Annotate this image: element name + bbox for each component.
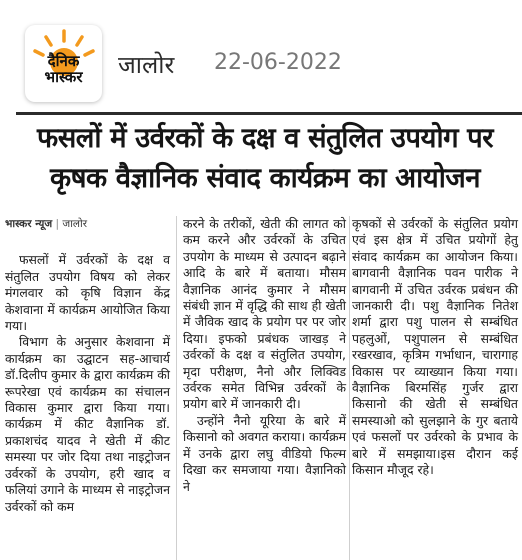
byline-agency: भास्कर न्यूज (5, 218, 53, 230)
headline-line2: कृषक वैज्ञानिक संवाद कार्यक्रम का आयोजन (50, 162, 480, 194)
column-divider (349, 216, 350, 560)
article-paragraph: उन्होंने नैनो यूरिया के बारे में किसानो को अवगत कराया। कार्यक्रम में उनके द्वारा लघु वीडियो फिल्म दिखा कर समजाया गया। वैज्ञानिको ने (183, 412, 346, 494)
publication-date: 22-06-2022 (214, 50, 342, 75)
column-divider (176, 216, 177, 560)
byline (5, 216, 170, 232)
article-paragraph: करने के तरीकों, खेती की लागत को कम करने और उर्वरकों के उचित उपयोग के माध्यम से उत्पादन बढ़ाने आदि के बारे में बताया। मौसम वैज्ञानिक आनंद कुमार ने मौसम संबंधी ज्ञान में वृद्धि की साथ ही खेती में जैविक खाद के प्रयोग पर पर जोर दिया। इफको प्रबंधक जाखड़ ने उर्वरकों के दक्ष व संतुलित उपयोग, मृदा परीक्षण, नैनो और लिक्विड उर्वरक समेत विभिन्न उर्वरकों के प्रयोग बारे में जानकारी दी। (183, 216, 346, 412)
byline-place: जालोर (62, 218, 88, 230)
article-paragraph: फसलों में उर्वरकों के दक्ष व संतुलित उपयोग विषय को लेकर मंगलवार को कृषि विज्ञान केंद्र केशवाना में कार्यक्रम आयोजित किया गया। (5, 252, 170, 334)
header (0, 0, 522, 112)
article-column-1 (5, 216, 170, 515)
header-divider (16, 112, 522, 115)
logo-wordmark (25, 53, 102, 85)
city-name: जालोर (118, 51, 175, 79)
headline-line1: फसलों में उर्वरकों के दक्ष व संतुलित उपयोग पर (37, 122, 493, 154)
dainik-bhaskar-logo (25, 25, 102, 102)
headline (10, 118, 520, 198)
byline-separator: | (55, 218, 60, 230)
logo-text-line2: भास्कर (44, 68, 83, 86)
article-paragraph: विभाग के अनुसार केशवाना में कार्यक्रम का उद्घाटन सह-आचार्य डॉ.दिलीप कुमार के द्वारा कार्यक्रम की रूपरेखा एवं कार्यक्रम का संचालन विकास कुमार द्वारा किया गया। कार्यक्रम में कीट वैज्ञानिक डॉ. प्रकाशचंद यादव ने खेती में कीट समस्या पर जोर दिया तथा नाइट्रोजन उर्वरकों के उपयोग, हरी खाद व फलियां उगाने के माध्यम से नाइट्रोजन उर्वरकों को कम (5, 334, 170, 514)
article-column-2 (183, 216, 346, 495)
article-column-3 (352, 216, 518, 479)
article-paragraph: कृषकों से उर्वरकों के संतुलित प्रयोग एवं इस क्षेत्र में उचित प्रयोगों हेतु संवाद कार्यक्रम का आयोजन किया। बागवानी वैज्ञानिक पवन पारीक ने बागवानी में उचित उर्वरक प्रबंधन की जानकारी दी। पशु वैज्ञानिक नितेश शर्मा द्वारा पशु पालन से सम्बंधित पहलुओं, पशुपालन से सम्बंधित रखरखाव, कृत्रिम गर्भाधान, चारागाह विकास पर व्याख्यान किया गया। वैज्ञानिक बिरमसिंह गुर्जर द्वारा किसानो की खेती से सम्बंधित समस्याओ को सुलझाने के गुर बताये एवं फसलों पर उर्वरको के प्रभाव के बारे में समझाया।इस दौरान कई किसान मौजूद रहे। (352, 216, 518, 478)
logo-text-line1: दैनिक (47, 52, 80, 70)
